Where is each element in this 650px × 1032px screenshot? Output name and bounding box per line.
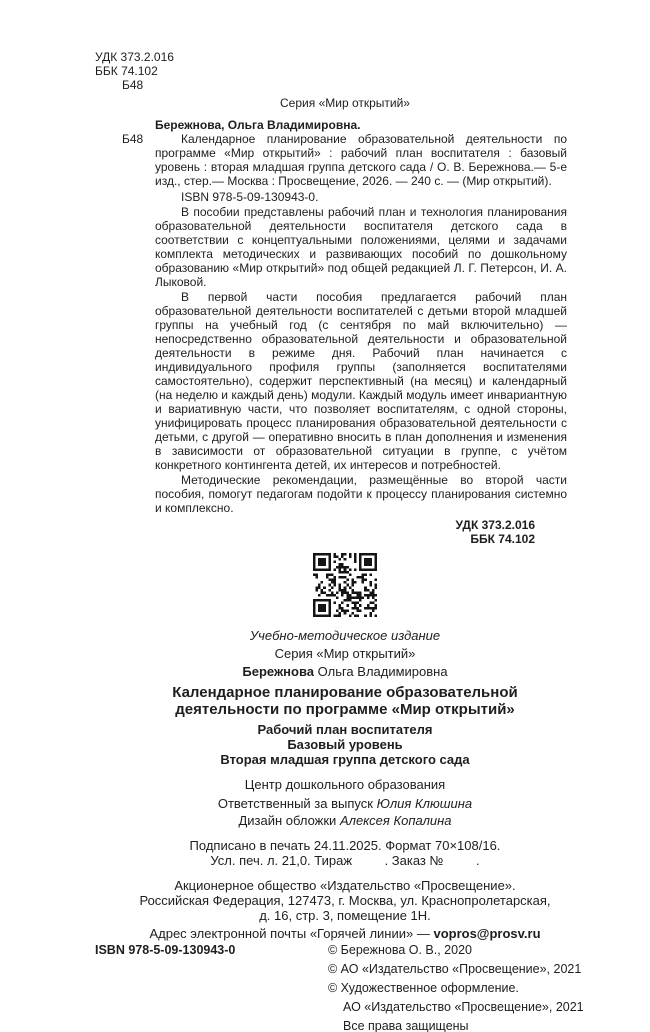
catalog-card: [122, 118, 567, 546]
isbn-footer: ISBN 978-5-09-130943-0: [95, 943, 236, 957]
author-surname: Бережнова: [242, 664, 315, 679]
cover-design-label: Дизайн обложки: [238, 813, 337, 828]
subtitle-block: [109, 722, 581, 767]
annotation-paragraph: Методические рекомендации, размещённые во второй части пособия, помогут педагогам подойти к процессу планирования системно и комплексно.: [155, 473, 567, 515]
series-heading: Серия «Мир открытий»: [280, 96, 410, 110]
cover-design-line: [109, 813, 581, 828]
print-info-line: Подписано в печать 24.11.2025. Формат 70×108/16.: [189, 838, 501, 853]
author-given-names: Ольга Владимировна: [317, 664, 448, 679]
udk-code-bottom: УДК 373.2.016: [455, 518, 535, 532]
print-info-line: Усл. печ. л. 21,0. Тираж . Заказ № .: [210, 853, 480, 868]
responsible-name: Юлия Клюшина: [376, 796, 473, 811]
subtitle-line: Вторая младшая группа детского сада: [220, 752, 470, 767]
book-title: [109, 684, 581, 718]
edition-type: Учебно-методическое издание: [249, 628, 441, 643]
annotation-paragraph: В пособии представлены рабочий план и технология планирования образовательной деятельности воспитателя детского сада в соответствии с концептуальными положениями, целями и задачами комплекта методических и развивающих пособий по дошкольному образованию «Мир открытий» под общей редакцией Л. Г. Петерсон, И. А. Лыковой.: [155, 205, 567, 289]
copyright-list: [328, 941, 584, 1032]
catalog-entry: [122, 132, 567, 188]
classification-block: [95, 50, 567, 92]
publisher-line: д. 16, стр. 3, помещение 1Н.: [259, 908, 431, 923]
responsible-label: Ответственный за выпуск: [217, 796, 373, 811]
qr-code-icon: [313, 553, 377, 617]
qr-wrap: [109, 553, 581, 620]
author-sign-top: Б48: [122, 78, 144, 92]
author-sign-margin: Б48: [122, 132, 144, 146]
classification-bottom: [155, 518, 567, 546]
cover-design-name: Алексея Копалина: [339, 813, 452, 828]
author-line: [109, 664, 581, 679]
book-title-line: деятельности по программе «Мир открытий»: [175, 701, 515, 718]
catalog-author: Бережнова, Ольга Владимировна.: [155, 118, 361, 132]
subtitle-line: Рабочий план воспитателя: [257, 722, 433, 737]
annotation-paragraph: В первой части пособия предлагается рабочий план образовательной деятельности воспитателей с детьми второй младшей группы на учебный год (с сентября по май включительно) — непосредственно образовательной деятельности и образовательной деятельности в режиме дня. Рабочий план начинается с индивидуального профиля группы (заполняется воспитателями самостоятельно), содержит перспективный (на месяц) и календарный (на неделю и каждый день) модули. Каждый модуль имеет инвариантную и вариативную части, что позволяет воспитателям, с одной стороны, унифицировать процесс планирования образовательной деятельности с детьми, с другой — оперативно вносить в план дополнения и изменения в зависимости от образовательной ситуации в группе, с учётом конкретного контингента детей, их интересов и потребностей.: [155, 290, 567, 472]
copyright-line: Все права защищены: [343, 1019, 469, 1032]
bbk-code-bottom: ББК 74.102: [470, 532, 535, 546]
bibliographic-description: Календарное планирование образовательной деятельности по программе «Мир открытий» : рабочий план воспитателя : базовый уровень : вторая младшая группа детского сада / О. В. Бережнова.— 5-е изд., стер.— Москва : Просвещение, 2026. — 240 с. — (Мир открытий).: [155, 132, 567, 188]
responsible-line: [109, 796, 581, 811]
book-title-line: Календарное планирование образовательной: [172, 684, 518, 701]
catalog-isbn: ISBN 978-5-09-130943-0.: [181, 190, 319, 204]
bbk-code-top: ББК 74.102: [95, 64, 158, 78]
hotline-line: [109, 926, 581, 941]
copyright-line: АО «Издательство «Просвещение», 2021: [343, 1000, 584, 1014]
copyright-line: © Бережнова О. В., 2020: [328, 943, 472, 957]
subtitle-line: Базовый уровень: [287, 737, 403, 752]
publisher-line: Акционерное общество «Издательство «Просвещение».: [174, 878, 516, 893]
series-line: Серия «Мир открытий»: [274, 646, 416, 661]
udk-code-top: УДК 373.2.016: [95, 50, 174, 64]
copyright-footer: [95, 941, 584, 1032]
imprint-block: [109, 628, 581, 941]
publisher-line: Российская Федерация, 127473, г. Москва, ул. Краснопролетарская,: [139, 893, 551, 908]
copyright-line: © Художественное оформление.: [328, 981, 519, 995]
copyright-line: © АО «Издательство «Просвещение», 2021: [328, 962, 582, 976]
hotline-label: Адрес электронной почты «Горячей линии» —: [149, 926, 430, 941]
org-line: Центр дошкольного образования: [244, 777, 446, 792]
hotline-email: vopros@prosv.ru: [433, 926, 541, 941]
